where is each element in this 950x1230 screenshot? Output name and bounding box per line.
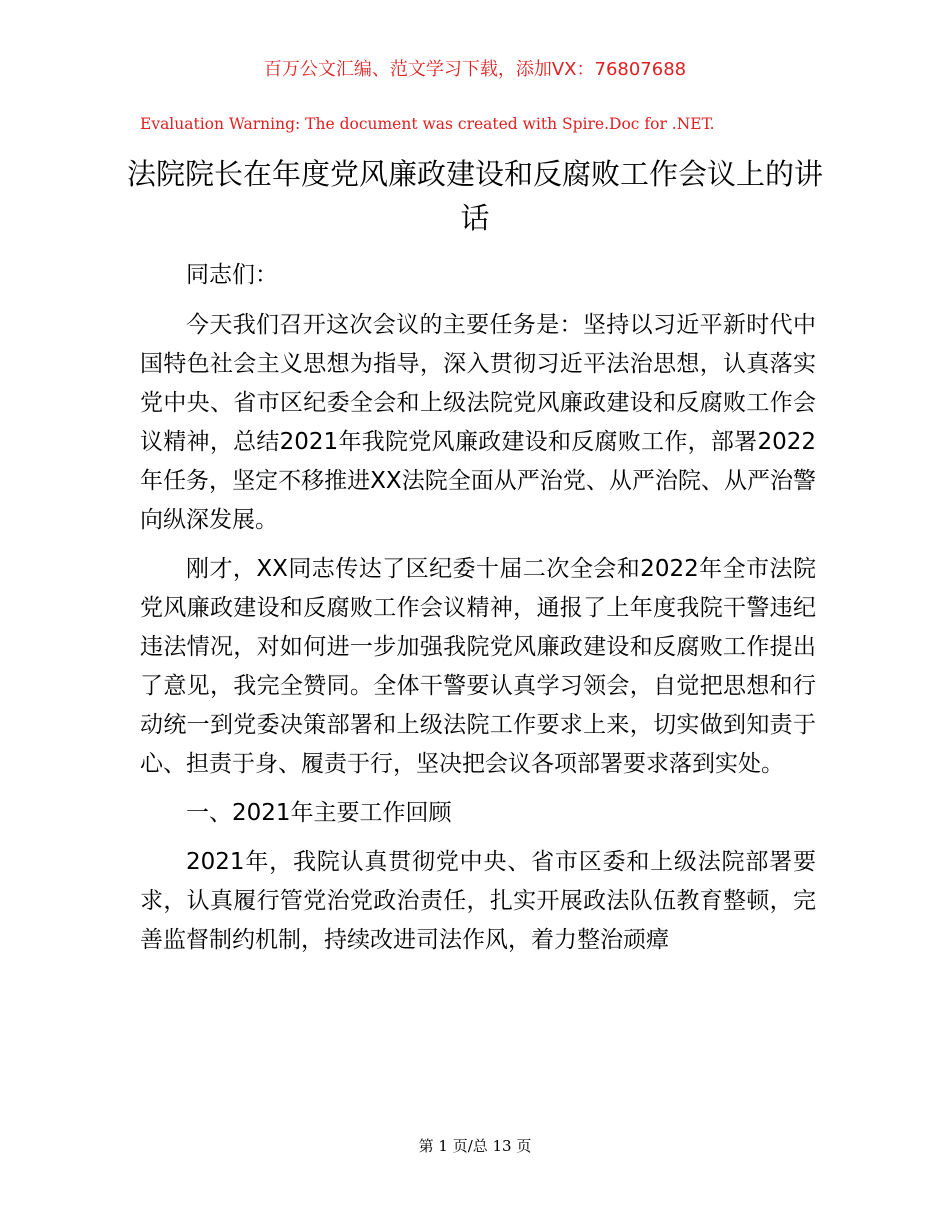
salutation-paragraph: 同志们：	[186, 262, 278, 288]
section-heading: 一、2021年主要工作回顾	[186, 800, 452, 826]
page-number-footer: 第 1 页/总 13 页	[418, 1137, 532, 1155]
body-paragraph: 今天我们召开这次会议的主要任务是：坚持以习近平新时代中国特色社会主义思想为指导，深入贯彻习近平法治思想，认真落实党中央、省市区纪委全会和上级法院党风廉政建设和反腐败工作会议精神，总结2021年我院党风廉政建设和反腐败工作，部署2022年任务，坚定不移推进XX法院全面从严治党、从严治院、从严治警向纵深发展。	[140, 312, 816, 533]
evaluation-warning: Evaluation Warning: The document was created with Spire.Doc for .NET.	[140, 115, 715, 133]
document-title: 法院院长在年度党风廉政建设和反腐败工作会议上的讲话	[126, 157, 823, 235]
body-paragraph: 刚才，XX同志传达了区纪委十届二次全会和2022年全市法院党风廉政建设和反腐败工作会议精神，通报了上年度我院干警违纪违法情况，对如何进一步加强我院党风廉政建设和反腐败工作提出了意见，我完全赞同。全体干警要认真学习领会，自觉把思想和行动统一到党委决策部署和上级法院工作要求上来，切实做到知责于心、担责于身、履责于行，坚决把会议各项部署要求落到实处。	[140, 556, 816, 777]
body-paragraph: 2021年，我院认真贯彻党中央、省市区委和上级法院部署要求，认真履行管党治党政治责任，扎实开展政法队伍教育整顿，完善监督制约机制，持续改进司法作风，着力整治顽瘴	[140, 849, 816, 953]
header-ad-text: 百万公文汇编、范文学习下载，添加VX：76807688	[263, 59, 687, 80]
document-body	[140, 256, 816, 970]
